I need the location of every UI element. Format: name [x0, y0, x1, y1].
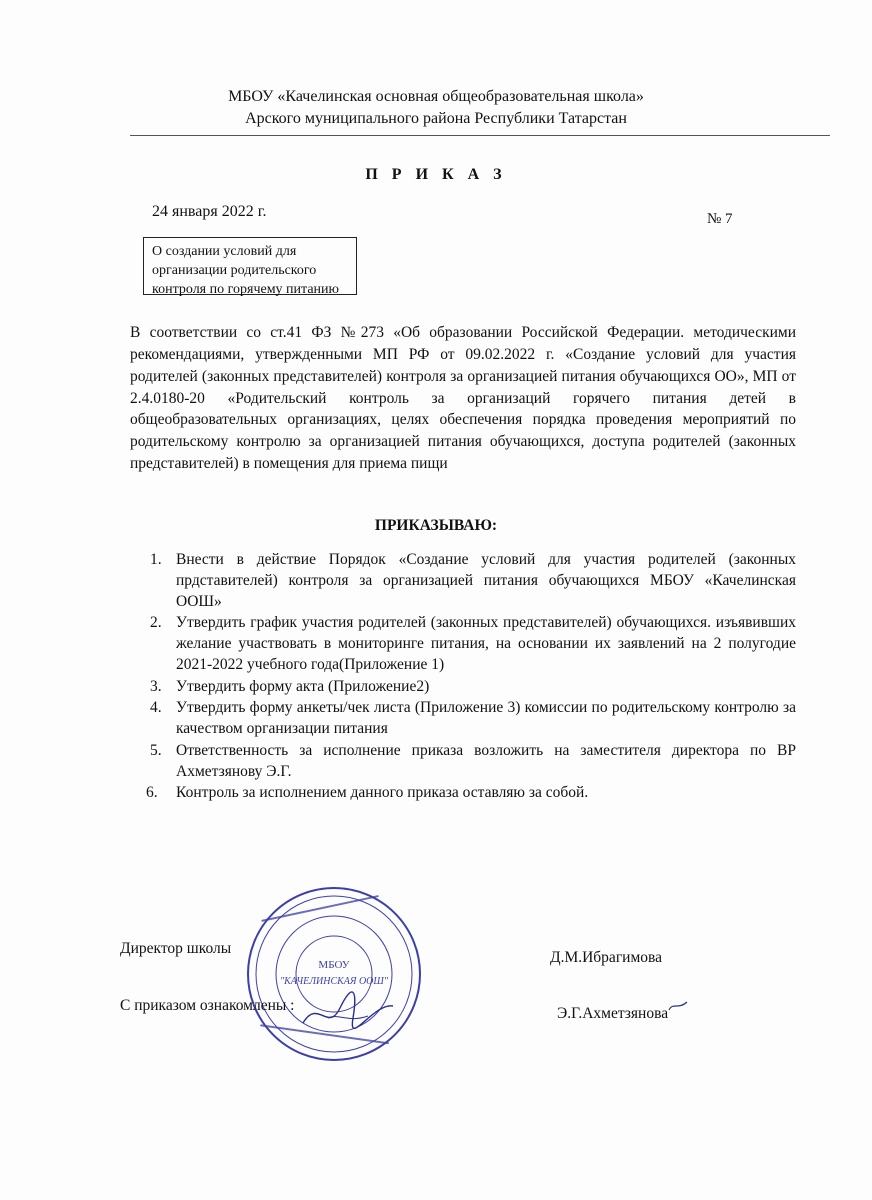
document-title: П Р И К А З	[365, 166, 507, 183]
order-item-number: 2.	[150, 614, 162, 632]
school-header	[0, 86, 872, 129]
stamp-center-line: МБОУ	[318, 959, 350, 971]
director-name: Д.М.Ибрагимова	[550, 949, 663, 966]
order-item-number: 1.	[150, 551, 162, 568]
order-subject-box	[143, 237, 357, 295]
order-item-number: 3.	[150, 677, 162, 695]
order-item-number: 5.	[150, 741, 162, 759]
order-heading: ПРИКАЗЫВАЮ:	[374, 517, 498, 534]
order-date: 24 января 2022 г.	[152, 203, 267, 220]
handwritten-signature	[298, 978, 398, 1038]
order-items-list	[146, 550, 796, 805]
order-item-number: 6.	[146, 784, 158, 802]
order-item	[146, 741, 796, 783]
order-item-number: 4.	[150, 699, 162, 717]
school-district: Арского муниципального района Республики Татарстан	[245, 109, 627, 127]
initials-mark	[668, 1000, 688, 1012]
order-item-text: Внести в действие Порядок «Создание условий для участия родителей (законных прдставителей) контроля за организацией питания обучающихся МБОУ «Качелинская ООШ»	[176, 551, 796, 610]
order-item	[146, 698, 796, 740]
order-item-text: Контроль за исполнением данного приказа оставляю за собой.	[176, 784, 589, 802]
order-item	[146, 613, 796, 675]
subject-line: О создании условий для	[152, 244, 297, 259]
preamble-paragraph: В соответствии со ст.41 ФЗ №273 «Об образовании Российской Федерации. методическими рекомендациями, утвержденными МП РФ от 09.02.2022 г. «Создание условий для участия родителей (законных представителей) контроля за организацией питания обучающихся ОО», МП от 2.4.0180-20 «Родительский контроль за организаций горячего питания детей в общеобразовательных организациях, целях обеспечения порядка проведения мероприятий по родительскому контролю за организацией питания обучающихся, доступа родителей (законных представителей) в помещения для приема пищи	[130, 324, 796, 473]
order-item-text: Ответственность за исполнение приказа возложить на заместителя директора по ВР Ахметзянову Э.Г.	[176, 741, 796, 780]
stamp-center-line: "КАЧЕЛИНСКАЯ ООШ"	[279, 976, 389, 987]
order-item	[146, 677, 796, 698]
order-number: № 7	[707, 211, 733, 227]
subject-line: организации родительского	[152, 262, 317, 278]
order-item-text: Утвердить форму акта (Приложение2)	[176, 677, 430, 695]
subject-line: контроля по горячему питанию	[152, 281, 339, 297]
order-item-text: Утвердить график участия родителей (законных представителей) обучающихся. изъявивших желание участвовать в мониторинге питания, на основании их заявлений на 2 полугодие 2021-2022 учебного года(Приложение 1)	[176, 614, 796, 673]
order-item	[146, 783, 796, 804]
acknowledged-label: С приказом ознакомлены :	[120, 997, 295, 1014]
order-item-text: Утвердить форму анкеты/чек листа (Приложение 3) комиссии по родительскому контролю за качеством организации питания	[176, 699, 796, 738]
director-label: Директор школы	[120, 940, 232, 957]
header-divider	[130, 135, 830, 136]
acknowledged-name: Э.Г.Ахметзянова	[557, 1005, 669, 1022]
school-name: МБОУ «Качелинская основная общеобразовательная школа»	[228, 88, 644, 105]
order-item	[146, 550, 796, 612]
